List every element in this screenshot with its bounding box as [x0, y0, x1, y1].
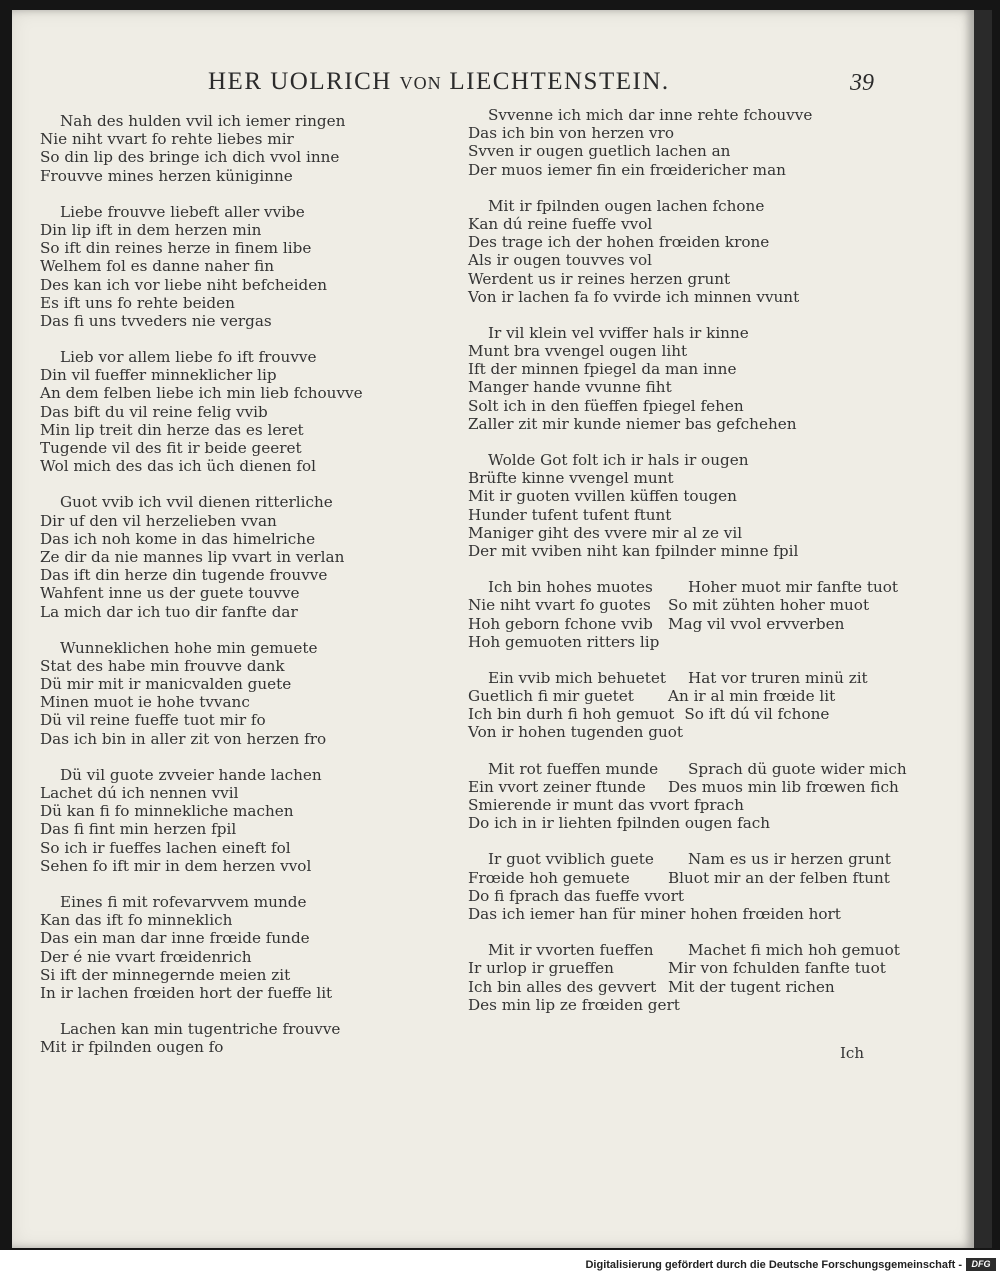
stanza: [40, 348, 470, 475]
verse-line: Das ich noh kome in das himelriche: [40, 529, 316, 548]
verse-line: [468, 342, 908, 360]
verse-half-a: Ift der minnen fpiegel da man inne: [468, 360, 737, 379]
verse-half-a: Brüfte kinne vvengel munt: [468, 469, 674, 488]
verse-half-b: Mir von fchulden fanfte tuot: [668, 959, 886, 978]
page-number: 39: [850, 70, 874, 96]
verse-half-a: Des min lip ze frœiden gert: [468, 995, 680, 1014]
stanza: [468, 197, 908, 306]
verse-line: [468, 996, 908, 1014]
verse-line: In ir lachen frœiden hort der fueffe lit: [40, 983, 333, 1002]
verse-line: Sehen fo ift mir in dem herzen vvol: [40, 856, 312, 875]
verse-half-a: Das ich bin von herzen vro: [468, 124, 674, 143]
verse-half-a: Svvenne ich mich dar inne rehte fchouvve: [488, 106, 813, 124]
verse-half-a: Kan dú reine fueffe vvol: [468, 214, 653, 233]
stanza: [468, 669, 908, 742]
verse-line: Mit ir fpilnden ougen fo: [40, 1038, 224, 1057]
catchword: Ich: [840, 1044, 864, 1062]
verse-line: [468, 760, 908, 778]
verse-half-a: Nie niht vvart fo guotes: [468, 596, 651, 615]
verse-line: Din lip ift in dem herzen min: [40, 220, 262, 239]
verse-half-a: Von ir lachen fa fo vvirde ich minnen vvunt: [468, 287, 800, 306]
verse-line: [468, 941, 908, 959]
verse-line: [468, 669, 908, 687]
verse-line: Lachet dú ich nennen vvil: [40, 784, 239, 802]
verse-line: Welhem fol es danne naher fin: [40, 257, 275, 276]
verse-line: Das ift din herze din tugende frouvve: [40, 566, 328, 585]
verse-line: [468, 887, 908, 905]
verse-half-a: Ein vvib mich behuetet: [488, 668, 666, 687]
verse-half-a: Mit ir vvorten fueffen: [488, 941, 654, 960]
verse-line: Dü vil reine fueffe tuot mir fo: [40, 711, 266, 730]
verse-line: [468, 487, 908, 505]
verse-line: Stat des habe min frouvve dank: [40, 656, 285, 675]
verse-line: [468, 542, 908, 560]
verse-line: [468, 469, 908, 487]
running-head-von: VON: [399, 73, 442, 93]
verse-line: [468, 106, 908, 124]
verse-half-a: Maniger giht des vvere mir al ze vil: [468, 523, 743, 542]
stanza: [40, 766, 470, 875]
verse-line: So din lip des bringe ich dich vvol inne: [40, 148, 340, 167]
verse-half-a: Wolde Got folt ich ir hals ir ougen: [488, 451, 749, 469]
verse-half-a: Ir vil klein vel vviffer hals ir kinne: [488, 323, 749, 342]
right-column: [468, 106, 908, 1032]
verse-line: Liebe frouvve liebeft aller vvibe: [60, 202, 305, 221]
verse-half-a: Solt ich in den füeffen fpiegel fehen: [468, 396, 744, 415]
verse-line: [468, 124, 908, 142]
verse-line: Das fi fint min herzen fpil: [40, 820, 237, 839]
verse-line: So ift din reines herze in finem libe: [40, 239, 312, 258]
verse-half-a: Ich bin hohes muotes: [488, 578, 653, 597]
verse-line: [468, 378, 908, 396]
running-head-post: LIECHTENSTEIN.: [441, 68, 670, 95]
verse-line: [468, 978, 908, 996]
verse-line: [468, 796, 908, 814]
verse-half-a: Smierende ir munt das vvort fprach: [468, 796, 744, 814]
verse-line: Das bift du vil reine felig vvib: [40, 402, 268, 421]
verse-half-a: Mit ir guoten vvillen küffen tougen: [468, 487, 737, 506]
stanza: [468, 850, 908, 923]
verse-half-a: Do fi fprach das fueffe vvort: [468, 886, 684, 905]
verse-line: [468, 850, 908, 868]
stanza: [40, 1020, 470, 1056]
verse-half-b: Sprach dü guote wider mich: [688, 759, 907, 778]
page-edge-shadow: [974, 10, 992, 1248]
verse-line: [468, 506, 908, 524]
verse-half-a: Ir guot vviblich guete: [488, 850, 654, 869]
verse-line: [468, 524, 908, 542]
verse-line: [468, 233, 908, 251]
verse-line: [468, 687, 908, 705]
verse-line: [468, 959, 908, 977]
verse-line: Wahfent inne us der guete touvve: [40, 584, 300, 603]
verse-line: La mich dar ich tuo dir fanfte dar: [40, 602, 298, 621]
verse-half-a: Zaller zit mir kunde niemer bas gefchehen: [468, 414, 797, 433]
funding-notice: Digitalisierung gefördert durch die Deutsche Forschungsgemeinschaft -: [585, 1259, 962, 1271]
verse-line: [468, 814, 908, 832]
verse-half-a: Werdent us ir reines herzen grunt: [468, 269, 731, 288]
verse-line: Des kan ich vor liebe niht befcheiden: [40, 275, 327, 294]
verse-line: Tugende vil des fit ir beide geeret: [40, 439, 302, 457]
verse-half-a: Der mit vviben niht kan fpilnder minne fpil: [468, 541, 799, 560]
verse-line: [468, 161, 908, 179]
verse-line: [468, 451, 908, 469]
verse-half-a: Hunder tufent tufent ftunt: [468, 505, 672, 524]
stanza: [40, 493, 470, 620]
verse-half-b: An ir al min frœide lit: [668, 687, 836, 706]
stanza: [40, 893, 470, 1002]
verse-line: [468, 251, 908, 269]
verse-line: Dir uf den vil herzelieben vvan: [40, 511, 277, 530]
verse-line: Dü mir mit ir manicvalden guete: [40, 675, 292, 694]
verse-half-a: Ich bin durh fi hoh gemuot: [468, 705, 675, 724]
verse-half-b: Hat vor truren minü zit: [688, 668, 868, 687]
verse-half-a: Das ich iemer han für miner hohen frœiden hort: [468, 904, 841, 923]
verse-half-a: Do ich in ir liehten fpilnden ougen fach: [468, 814, 771, 833]
verse-half-a: Des trage ich der hohen frœiden krone: [468, 233, 770, 252]
verse-line: [468, 288, 908, 306]
verse-line: Nie niht vvart fo rehte liebes mir: [40, 130, 294, 149]
verse-line: So ich ir fueffes lachen eineft fol: [40, 838, 291, 857]
verse-line: Wunneklichen hohe min gemuete: [60, 638, 318, 657]
stanza: [468, 451, 908, 560]
verse-line: [468, 197, 908, 215]
verse-line: Minen muot ie hohe tvvanc: [40, 693, 250, 712]
verse-line: Das ein man dar inne frœide funde: [40, 929, 310, 948]
verse-line: Ze dir da nie mannes lip vvart in verlan: [40, 547, 345, 566]
verse-half-a: Mit ir fpilnden ougen lachen fchone: [488, 196, 765, 215]
verse-line: Dü kan fi fo minnekliche machen: [40, 802, 294, 821]
verse-line: Guot vvib ich vvil dienen ritterliche: [60, 493, 333, 512]
verse-line: [468, 778, 908, 796]
stanza: [468, 760, 908, 833]
verse-half-b: So ift dú vil fchone: [684, 705, 830, 724]
verse-line: Kan das ift fo minneklich: [40, 911, 233, 930]
left-column: [40, 112, 470, 1074]
verse-line: Min lip treit din herze das es leret: [40, 420, 304, 439]
verse-half-a: Ir urlop ir grueffen: [468, 959, 614, 978]
stanza: [468, 941, 908, 1014]
verse-half-a: Manger hande vvunne fiht: [468, 378, 672, 397]
verse-line: Das ich bin in aller zit von herzen fro: [40, 729, 327, 748]
verse-line: [468, 869, 908, 887]
verse-half-a: Der muos iemer fin ein frœidericher man: [468, 160, 786, 179]
verse-half-b: So mit zühten hoher muot: [668, 596, 870, 615]
footer-bar: [0, 1250, 1000, 1278]
verse-half-a: Als ir ougen touvves vol: [468, 251, 653, 270]
stanza: [40, 203, 470, 330]
verse-half-a: Hoh geborn fchone vvib: [468, 614, 653, 633]
verse-line: [468, 142, 908, 160]
verse-line: [468, 270, 908, 288]
verse-half-a: Ein vvort zeiner ftunde: [468, 777, 646, 796]
verse-half-a: Ich bin alles des gevvert: [468, 977, 657, 996]
verse-half-a: Mit rot fueffen munde: [488, 759, 659, 778]
verse-line: An dem felben liebe ich min lieb fchouvve: [40, 384, 363, 403]
verse-half-b: Des muos min lib frœwen fich: [668, 777, 899, 796]
running-head: [208, 68, 728, 96]
verse-half-a: Munt bra vvengel ougen liht: [468, 342, 688, 361]
verse-line: [468, 723, 908, 741]
verse-line: Nah des hulden vvil ich iemer ringen: [60, 112, 346, 130]
verse-half-b: Nam es us ir herzen grunt: [688, 850, 891, 869]
stanza: [40, 639, 470, 748]
verse-half-b: Hoher muot mir fanfte tuot: [688, 578, 898, 597]
verse-line: Eines fi mit rofevarvvem munde: [60, 892, 307, 911]
verse-line: Dü vil guote zvveier hande lachen: [60, 765, 322, 784]
stanza: [468, 106, 908, 179]
verse-line: [468, 705, 908, 723]
verse-half-a: Von ir hohen tugenden guot: [468, 723, 684, 742]
verse-line: [468, 324, 908, 342]
verse-line: [468, 633, 908, 651]
verse-half-a: Frœide hoh gemuete: [468, 868, 630, 887]
verse-half-b: Machet fi mich hoh gemuot: [688, 941, 900, 960]
verse-half-a: Hoh gemuoten ritters lip: [468, 632, 660, 651]
verse-line: Frouvve mines herzen küniginne: [40, 166, 293, 185]
verse-half-b: Bluot mir an der felben ftunt: [668, 868, 890, 887]
running-head-pre: HER UOLRICH: [208, 68, 400, 95]
stanza: [468, 578, 908, 651]
verse-line: [468, 578, 908, 596]
verse-line: Wol mich des das ich üch dienen fol: [40, 457, 316, 476]
verse-half-a: Svven ir ougen guetlich lachen an: [468, 142, 731, 161]
verse-half-b: Mit der tugent richen: [668, 977, 835, 996]
dfg-logo: DFG: [966, 1258, 996, 1271]
verse-line: Si ift der minnegernde meien zit: [40, 965, 291, 984]
verse-line: [468, 905, 908, 923]
stanza: [468, 324, 908, 433]
verse-line: Lachen kan min tugentriche frouvve: [60, 1020, 341, 1039]
stanza: [40, 112, 470, 185]
verse-line: [468, 615, 908, 633]
verse-half-a: Guetlich fi mir guetet: [468, 687, 634, 706]
verse-line: Der é nie vvart frœidenrich: [40, 947, 252, 966]
verse-line: Das fi uns tvveders nie vergas: [40, 311, 272, 330]
verse-line: Lieb vor allem liebe fo ift frouvve: [60, 348, 317, 367]
verse-half-b: Mag vil vvol ervverben: [668, 614, 845, 633]
verse-line: [468, 397, 908, 415]
verse-line: [468, 215, 908, 233]
verse-line: Din vil fueffer minneklicher lip: [40, 366, 277, 385]
verse-line: Es ift uns fo rehte beiden: [40, 293, 235, 312]
verse-line: [468, 360, 908, 378]
verse-line: [468, 596, 908, 614]
verse-line: [468, 415, 908, 433]
